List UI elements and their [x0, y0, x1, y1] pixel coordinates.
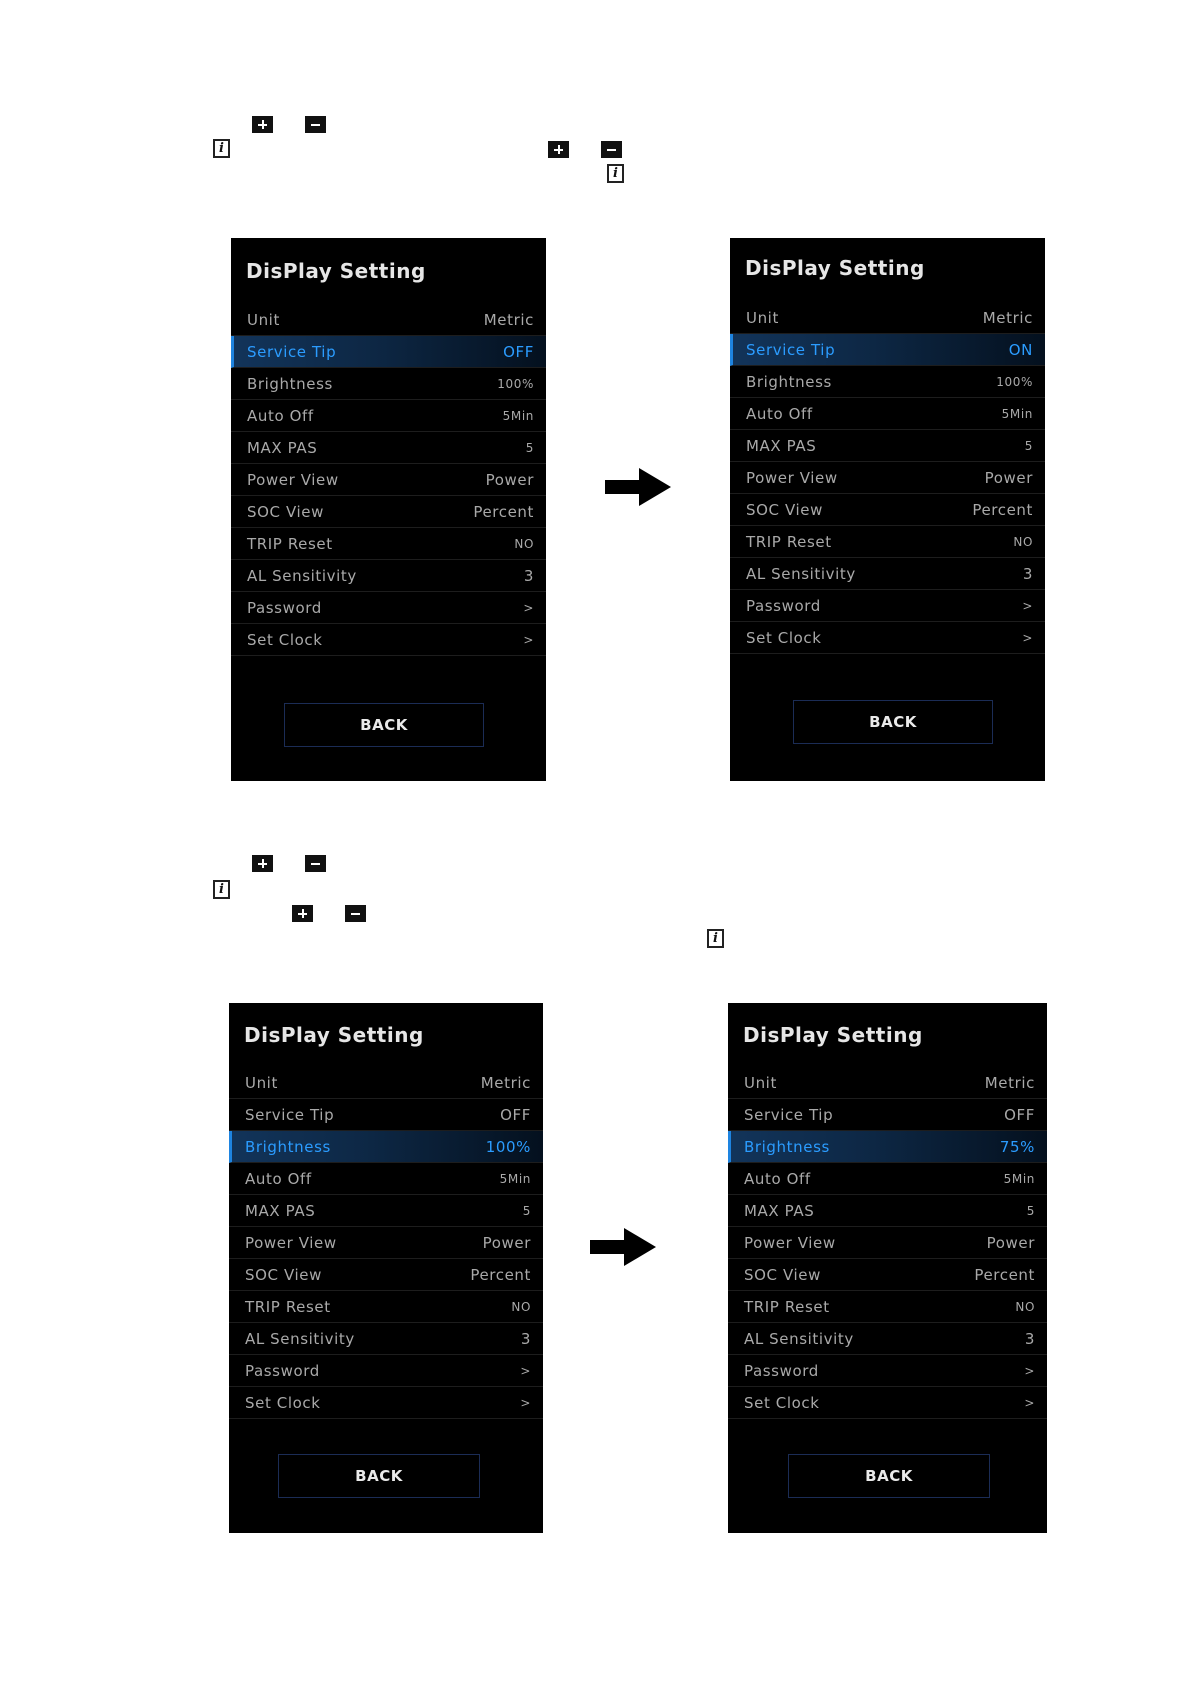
chevron-right-icon: >: [1024, 1396, 1035, 1410]
setting-label: AL Sensitivity: [247, 567, 357, 585]
setting-value: 5Min: [1003, 1172, 1035, 1186]
setting-row-unit[interactable]: [231, 304, 546, 336]
chevron-right-icon: >: [1022, 631, 1033, 645]
setting-value: NO: [514, 537, 534, 551]
setting-value: NO: [1015, 1300, 1035, 1314]
setting-value: 5Min: [502, 409, 534, 423]
setting-value: OFF: [500, 1106, 531, 1124]
setting-value: Metric: [982, 309, 1033, 327]
setting-label: Unit: [245, 1074, 278, 1092]
setting-row-al-sensitivity[interactable]: [730, 558, 1045, 590]
chevron-right-icon: >: [1024, 1364, 1035, 1378]
setting-row-max-pas[interactable]: [231, 432, 546, 464]
setting-label: Service Tip: [746, 341, 836, 359]
setting-value: Power: [485, 471, 534, 489]
setting-label: TRIP Reset: [245, 1298, 331, 1316]
settings-list: [231, 304, 546, 656]
setting-value: 5Min: [499, 1172, 531, 1186]
setting-row-unit[interactable]: [229, 1067, 543, 1099]
setting-row-trip-reset[interactable]: [229, 1291, 543, 1323]
plus-icon: [252, 116, 273, 133]
setting-value: 5: [1024, 439, 1033, 453]
setting-value: Metric: [483, 311, 534, 329]
setting-value: Metric: [984, 1074, 1035, 1092]
setting-value: 5: [1026, 1204, 1035, 1218]
display-setting-panel: [229, 1003, 543, 1533]
setting-row-trip-reset[interactable]: [231, 528, 546, 560]
setting-value: 100%: [485, 1138, 531, 1156]
setting-row-max-pas[interactable]: [730, 430, 1045, 462]
panel-title: DisPlay Setting: [244, 1023, 424, 1047]
setting-row-trip-reset[interactable]: [728, 1291, 1047, 1323]
setting-label: Password: [245, 1362, 320, 1380]
setting-row-soc-view[interactable]: [730, 494, 1045, 526]
setting-row-set-clock[interactable]: [231, 624, 546, 656]
setting-row-al-sensitivity[interactable]: [229, 1323, 543, 1355]
setting-label: Auto Off: [746, 405, 813, 423]
info-icon: i: [607, 164, 624, 183]
setting-value: Percent: [972, 501, 1033, 519]
plus-icon: [548, 141, 569, 158]
setting-row-trip-reset[interactable]: [730, 526, 1045, 558]
setting-label: TRIP Reset: [746, 533, 832, 551]
back-button[interactable]: BACK: [793, 700, 993, 744]
panel-title: DisPlay Setting: [743, 1023, 923, 1047]
setting-value: Metric: [480, 1074, 531, 1092]
plus-icon: [252, 855, 273, 872]
setting-row-auto-off[interactable]: [229, 1163, 543, 1195]
chevron-right-icon: >: [520, 1396, 531, 1410]
setting-row-password[interactable]: [229, 1355, 543, 1387]
setting-label: Power View: [245, 1234, 337, 1252]
setting-label: TRIP Reset: [744, 1298, 830, 1316]
info-icon: i: [213, 139, 230, 158]
plus-icon: [292, 905, 313, 922]
setting-label: AL Sensitivity: [746, 565, 856, 583]
display-setting-panel: [231, 238, 546, 781]
minus-icon: [601, 141, 622, 158]
setting-value: OFF: [1004, 1106, 1035, 1124]
setting-row-soc-view[interactable]: [728, 1259, 1047, 1291]
setting-value: Percent: [473, 503, 534, 521]
chevron-right-icon: >: [520, 1364, 531, 1378]
setting-label: Service Tip: [245, 1106, 335, 1124]
back-button[interactable]: BACK: [788, 1454, 990, 1498]
settings-list: [728, 1067, 1047, 1419]
setting-value: ON: [1008, 341, 1033, 359]
setting-row-auto-off[interactable]: [231, 400, 546, 432]
minus-icon: [305, 116, 326, 133]
chevron-right-icon: >: [523, 601, 534, 615]
setting-row-auto-off[interactable]: [728, 1163, 1047, 1195]
setting-label: Brightness: [744, 1138, 830, 1156]
setting-row-service-tip[interactable]: [231, 336, 546, 368]
setting-label: Power View: [247, 471, 339, 489]
display-setting-panel: [730, 238, 1045, 781]
setting-row-service-tip[interactable]: [728, 1099, 1047, 1131]
setting-value: 100%: [497, 377, 534, 391]
setting-row-unit[interactable]: [730, 302, 1045, 334]
setting-label: TRIP Reset: [247, 535, 333, 553]
back-button[interactable]: BACK: [284, 703, 484, 747]
info-icon: i: [213, 880, 230, 899]
setting-label: AL Sensitivity: [245, 1330, 355, 1348]
setting-label: MAX PAS: [245, 1202, 316, 1220]
setting-label: SOC View: [247, 503, 324, 521]
setting-row-password[interactable]: [728, 1355, 1047, 1387]
setting-label: Password: [744, 1362, 819, 1380]
setting-row-power-view[interactable]: [730, 462, 1045, 494]
setting-label: Unit: [744, 1074, 777, 1092]
setting-row-brightness[interactable]: [229, 1131, 543, 1163]
setting-label: SOC View: [746, 501, 823, 519]
setting-row-power-view[interactable]: [229, 1227, 543, 1259]
setting-label: Unit: [247, 311, 280, 329]
chevron-right-icon: >: [1022, 599, 1033, 613]
minus-icon: [305, 855, 326, 872]
setting-row-password[interactable]: [231, 592, 546, 624]
panel-title: DisPlay Setting: [246, 259, 426, 283]
arrow-right-icon: [605, 468, 671, 506]
setting-value: 5: [525, 441, 534, 455]
setting-row-soc-view[interactable]: [229, 1259, 543, 1291]
setting-value: 3: [1024, 1330, 1035, 1348]
setting-row-set-clock[interactable]: [730, 622, 1045, 654]
setting-label: Service Tip: [744, 1106, 834, 1124]
setting-label: Set Clock: [746, 629, 822, 647]
setting-row-max-pas[interactable]: [229, 1195, 543, 1227]
back-button[interactable]: BACK: [278, 1454, 480, 1498]
setting-row-brightness[interactable]: [730, 366, 1045, 398]
setting-label: Brightness: [746, 373, 832, 391]
setting-row-password[interactable]: [730, 590, 1045, 622]
setting-label: Brightness: [245, 1138, 331, 1156]
setting-value: 3: [523, 567, 534, 585]
chevron-right-icon: >: [523, 633, 534, 647]
setting-label: Power View: [744, 1234, 836, 1252]
arrow-right-icon: [590, 1228, 656, 1266]
setting-row-al-sensitivity[interactable]: [728, 1323, 1047, 1355]
setting-value: 5Min: [1001, 407, 1033, 421]
setting-row-power-view[interactable]: [728, 1227, 1047, 1259]
minus-icon: [345, 905, 366, 922]
setting-label: Set Clock: [744, 1394, 820, 1412]
setting-label: MAX PAS: [247, 439, 318, 457]
setting-label: Password: [746, 597, 821, 615]
panel-title: DisPlay Setting: [745, 256, 925, 280]
setting-value: NO: [511, 1300, 531, 1314]
setting-label: Unit: [746, 309, 779, 327]
setting-value: 3: [520, 1330, 531, 1348]
settings-list: [730, 302, 1045, 654]
setting-value: OFF: [503, 343, 534, 361]
setting-row-service-tip[interactable]: [229, 1099, 543, 1131]
setting-label: Set Clock: [247, 631, 323, 649]
setting-label: Auto Off: [247, 407, 314, 425]
display-setting-panel: [728, 1003, 1047, 1533]
setting-value: Percent: [470, 1266, 531, 1284]
setting-label: Brightness: [247, 375, 333, 393]
setting-row-set-clock[interactable]: [728, 1387, 1047, 1419]
setting-label: SOC View: [245, 1266, 322, 1284]
setting-value: 100%: [996, 375, 1033, 389]
setting-label: Password: [247, 599, 322, 617]
setting-value: NO: [1013, 535, 1033, 549]
setting-label: Power View: [746, 469, 838, 487]
setting-label: AL Sensitivity: [744, 1330, 854, 1348]
setting-label: MAX PAS: [746, 437, 817, 455]
setting-label: SOC View: [744, 1266, 821, 1284]
setting-value: Power: [482, 1234, 531, 1252]
setting-row-auto-off[interactable]: [730, 398, 1045, 430]
setting-value: Power: [986, 1234, 1035, 1252]
setting-value: 3: [1022, 565, 1033, 583]
setting-value: Percent: [974, 1266, 1035, 1284]
setting-row-set-clock[interactable]: [229, 1387, 543, 1419]
setting-row-power-view[interactable]: [231, 464, 546, 496]
setting-label: Auto Off: [744, 1170, 811, 1188]
setting-value: 75%: [999, 1138, 1035, 1156]
setting-value: 5: [522, 1204, 531, 1218]
info-icon: i: [707, 929, 724, 948]
setting-row-unit[interactable]: [728, 1067, 1047, 1099]
setting-label: MAX PAS: [744, 1202, 815, 1220]
setting-row-brightness[interactable]: [728, 1131, 1047, 1163]
setting-label: Service Tip: [247, 343, 337, 361]
settings-list: [229, 1067, 543, 1419]
setting-row-brightness[interactable]: [231, 368, 546, 400]
setting-row-al-sensitivity[interactable]: [231, 560, 546, 592]
setting-label: Set Clock: [245, 1394, 321, 1412]
setting-value: Power: [984, 469, 1033, 487]
setting-row-soc-view[interactable]: [231, 496, 546, 528]
setting-row-service-tip[interactable]: [730, 334, 1045, 366]
setting-row-max-pas[interactable]: [728, 1195, 1047, 1227]
setting-label: Auto Off: [245, 1170, 312, 1188]
